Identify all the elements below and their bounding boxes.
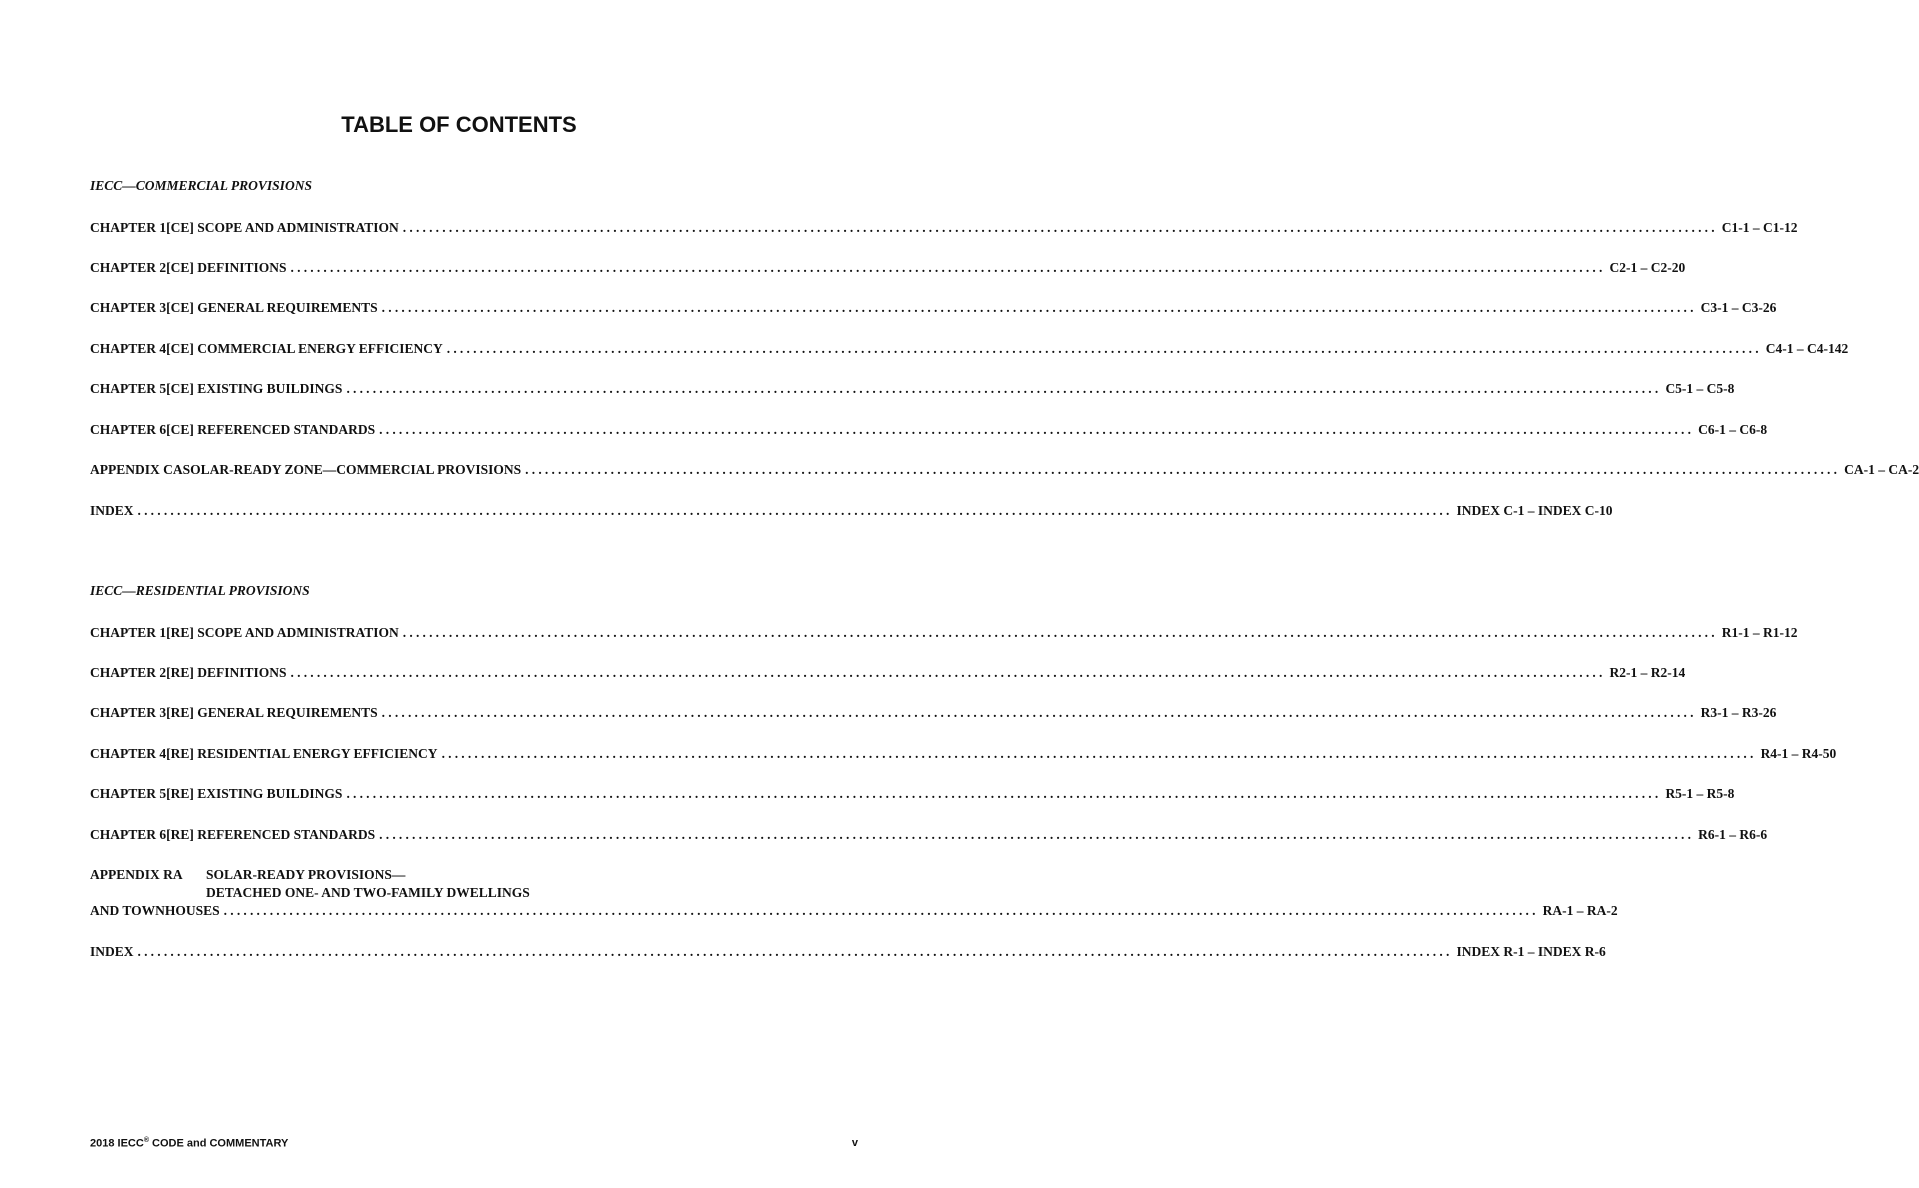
toc-entry-pages: C5-1 – C5-8 xyxy=(1665,381,1735,396)
toc-entry[interactable] xyxy=(90,785,1735,803)
toc-entry[interactable] xyxy=(90,461,1919,479)
toc-leader-dots: ........................................................................................................................................................................................................ xyxy=(346,786,1662,801)
toc-entry-title: [RE] DEFINITIONS xyxy=(166,665,287,680)
toc-entry-pages: C2-1 – C2-20 xyxy=(1609,260,1686,275)
toc-entry-label: CHAPTER 4 xyxy=(90,746,167,761)
toc-entry-pages: C3-1 – C3-26 xyxy=(1700,300,1777,315)
toc-entry-title: [RE] REFERENCED STANDARDS xyxy=(166,827,376,842)
toc-entry-pages: R1-1 – R1-12 xyxy=(1721,625,1798,640)
residential-section-heading: IECC—RESIDENTIAL PROVISIONS xyxy=(90,583,310,598)
toc-entry[interactable] xyxy=(90,502,1613,520)
toc-leader-dots: ........................................................................................................................................................................................................ xyxy=(402,220,1718,235)
toc-entry-label: CHAPTER 6 xyxy=(90,422,167,437)
toc-entry-pages: INDEX R-1 – INDEX R-6 xyxy=(1456,944,1606,959)
toc-entry-pages: RA-1 – RA-2 xyxy=(1542,903,1618,918)
toc-leader-dots: ........................................................................................................................................................................................................ xyxy=(137,944,1453,959)
toc-entry-label: CHAPTER 1 xyxy=(90,625,167,640)
toc-entry[interactable] xyxy=(90,826,1768,844)
toc-leader-dots: ........................................................................................................................................................................................................ xyxy=(346,381,1662,396)
page-title: TABLE OF CONTENTS xyxy=(341,112,577,137)
toc-entry[interactable] xyxy=(90,704,1777,722)
toc-entry-label: CHAPTER 2 xyxy=(90,665,167,680)
toc-entry-label: INDEX xyxy=(90,944,134,959)
toc-entry-title: [CE] GENERAL REQUIREMENTS xyxy=(166,300,378,315)
toc-entry-pages: INDEX C-1 – INDEX C-10 xyxy=(1456,503,1613,518)
toc-entry[interactable] xyxy=(90,624,1798,642)
toc-entry[interactable] xyxy=(90,664,1686,682)
toc-leader-dots: ........................................................................................................................................................................................................ xyxy=(441,746,1757,761)
toc-leader-dots: ........................................................................................................................................................................................................ xyxy=(290,665,1606,680)
toc-entry-label: CHAPTER 5 xyxy=(90,786,167,801)
toc-entry-title: [CE] REFERENCED STANDARDS xyxy=(166,422,376,437)
toc-entry-label: CHAPTER 3 xyxy=(90,300,167,315)
toc-entry[interactable] xyxy=(90,299,1777,317)
toc-entry[interactable] xyxy=(90,259,1686,277)
toc-entry-pages: CA-1 – CA-2 xyxy=(1844,462,1919,477)
toc-entry-pages: C1-1 – C1-12 xyxy=(1721,220,1798,235)
toc-entry-title: [RE] SCOPE AND ADMINISTRATION xyxy=(166,625,399,640)
toc-leader-dots: ........................................................................................................................................................................................................ xyxy=(290,260,1606,275)
toc-entry-label: CHAPTER 2 xyxy=(90,260,167,275)
toc-entry[interactable] xyxy=(90,745,1837,763)
toc-entry-pages: R4-1 – R4-50 xyxy=(1760,746,1837,761)
toc-entry-title: [CE] COMMERCIAL ENERGY EFFICIENCY xyxy=(166,341,443,356)
toc-entry-label: CHAPTER 4 xyxy=(90,341,167,356)
toc-entry-title: [CE] EXISTING BUILDINGS xyxy=(166,381,343,396)
toc-entry-pages: C4-1 – C4-142 xyxy=(1765,341,1849,356)
toc-leader-dots: ........................................................................................................................................................................................................ xyxy=(525,462,1841,477)
toc-entry-label: CHAPTER 3 xyxy=(90,705,167,720)
toc-leader-dots: ........................................................................................................................................................................................................ xyxy=(381,300,1697,315)
toc-entry-label: CHAPTER 1 xyxy=(90,220,167,235)
toc-entry-title: [RE] GENERAL REQUIREMENTS xyxy=(166,705,378,720)
footer-publication xyxy=(90,1137,288,1150)
toc-entry-title: SOLAR-READY ZONE—COMMERCIAL PROVISIONS xyxy=(182,462,522,477)
toc-leader-dots: ........................................................................................................................................................................................................ xyxy=(379,827,1695,842)
toc-entry-title: DETACHED ONE- AND TWO-FAMILY DWELLINGS xyxy=(206,885,530,900)
toc-leader-dots: ........................................................................................................................................................................................................ xyxy=(402,625,1718,640)
toc-entry-title: [CE] SCOPE AND ADMINISTRATION xyxy=(166,220,399,235)
toc-entry[interactable] xyxy=(90,340,1849,358)
toc-entry-label: CHAPTER 5 xyxy=(90,381,167,396)
toc-entry[interactable] xyxy=(90,866,1618,920)
footer-registered-mark: ® xyxy=(143,1137,149,1144)
toc-entry-pages: R2-1 – R2-14 xyxy=(1609,665,1686,680)
toc-entry-title: AND TOWNHOUSES xyxy=(90,903,220,918)
toc-entry[interactable] xyxy=(90,421,1768,439)
toc-entry[interactable] xyxy=(90,219,1798,237)
toc-entry-label: APPENDIX CA xyxy=(90,462,183,477)
toc-leader-dots: ........................................................................................................................................................................................................ xyxy=(446,341,1762,356)
toc-entry[interactable] xyxy=(90,380,1735,398)
commercial-section-heading: IECC—COMMERCIAL PROVISIONS xyxy=(90,178,312,193)
footer-page-number: v xyxy=(851,1137,858,1149)
toc-entry-title: [RE] RESIDENTIAL ENERGY EFFICIENCY xyxy=(166,746,438,761)
footer-title-suffix: CODE and COMMENTARY xyxy=(148,1137,289,1150)
toc-entry-title: SOLAR-READY PROVISIONS— xyxy=(206,867,406,882)
toc-entry-label: APPENDIX RA xyxy=(90,867,183,882)
toc-leader-dots: ........................................................................................................................................................................................................ xyxy=(381,705,1697,720)
footer-title-prefix: 2018 IECC xyxy=(90,1137,144,1150)
toc-entry-label: INDEX xyxy=(90,503,134,518)
toc-entry-title: [CE] DEFINITIONS xyxy=(166,260,287,275)
toc-entry[interactable] xyxy=(90,943,1606,961)
toc-leader-dots: ........................................................................................................................................................................................................ xyxy=(379,422,1695,437)
toc-entry-pages: R3-1 – R3-26 xyxy=(1700,705,1777,720)
toc-entry-pages: R5-1 – R5-8 xyxy=(1665,786,1735,801)
toc-leader-dots: ........................................................................................................................................................................................................ xyxy=(137,503,1453,518)
toc-entry-pages: R6-1 – R6-6 xyxy=(1698,827,1768,842)
toc-entry-pages: C6-1 – C6-8 xyxy=(1698,422,1768,437)
toc-leader-dots: ........................................................................................................................................................................................................ xyxy=(223,903,1539,918)
toc-entry-title: [RE] EXISTING BUILDINGS xyxy=(166,786,343,801)
toc-entry-label: CHAPTER 6 xyxy=(90,827,167,842)
